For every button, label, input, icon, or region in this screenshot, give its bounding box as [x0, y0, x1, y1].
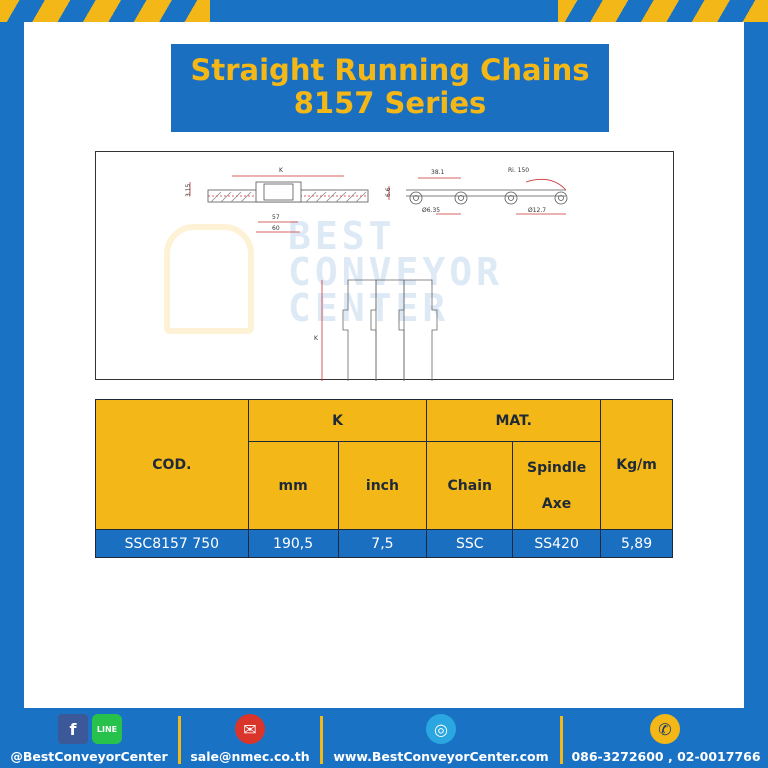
header-mat: MAT.	[427, 400, 601, 442]
chain-drawing-svg	[96, 152, 675, 381]
phone-icon: ✆	[650, 714, 680, 744]
globe-icon: ◎	[426, 714, 456, 744]
header-mm: mm	[248, 442, 338, 530]
cell-chain: SSC	[427, 530, 513, 558]
hazard-stripes-right	[558, 0, 768, 22]
dim-k-top: K	[279, 167, 283, 174]
dim-60: 60	[272, 225, 280, 232]
footer-email[interactable]	[186, 708, 314, 768]
social-handle: @BestConveyorCenter	[10, 749, 168, 764]
hazard-stripes-left	[0, 0, 210, 22]
footer-divider	[178, 716, 181, 764]
footer-phone[interactable]	[566, 708, 766, 768]
header-code: COD.	[96, 400, 249, 530]
facebook-icon[interactable]: f	[58, 714, 88, 744]
footer-divider	[560, 716, 563, 764]
cell-mm: 190,5	[248, 530, 338, 558]
title-line-2: 8157 Series	[293, 86, 487, 120]
spec-table	[95, 399, 673, 558]
table-row	[96, 530, 673, 558]
header-inch: inch	[338, 442, 427, 530]
footer-website[interactable]	[328, 708, 554, 768]
dim-thickness: 3.15	[185, 183, 192, 197]
dim-pin: Ø6.35	[422, 207, 441, 214]
cell-spindle: SS420	[513, 530, 601, 558]
header-spindle-line2: Axe	[541, 495, 572, 512]
footer-divider	[320, 716, 323, 764]
dim-pitch: 38.1	[431, 169, 445, 176]
website-url: www.BestConveyorCenter.com	[333, 749, 549, 764]
header-k: K	[248, 400, 427, 442]
footer-bar	[0, 708, 768, 768]
watermark-text: BEST CONVEYOR CENTER	[288, 214, 504, 330]
technical-drawing	[95, 151, 674, 380]
dim-57: 57	[272, 214, 280, 221]
cell-code: SSC8157 750	[96, 530, 249, 558]
header-spindle	[513, 442, 601, 530]
dim-k-side: K	[314, 335, 318, 342]
email-address: sale@nmec.co.th	[190, 749, 310, 764]
dim-radius: Ri. 150	[508, 167, 530, 174]
title-banner	[171, 44, 609, 132]
header-weight: Kg/m	[601, 400, 673, 530]
title-line-1: Straight Running Chains	[190, 53, 590, 87]
content-panel	[24, 22, 744, 708]
header-chain: Chain	[427, 442, 513, 530]
line-app-icon[interactable]: LINE	[92, 714, 122, 744]
cell-inch: 7,5	[338, 530, 427, 558]
dim-link: Ø12.7	[528, 207, 547, 214]
email-icon: ✉	[235, 714, 265, 744]
phone-numbers: 086-3272600 , 02-0017766	[571, 749, 761, 764]
footer-social[interactable]	[6, 708, 172, 768]
dim-66: 6.6	[385, 187, 392, 197]
header-spindle-line1: Spindle	[527, 459, 587, 476]
cell-weight: 5,89	[601, 530, 673, 558]
